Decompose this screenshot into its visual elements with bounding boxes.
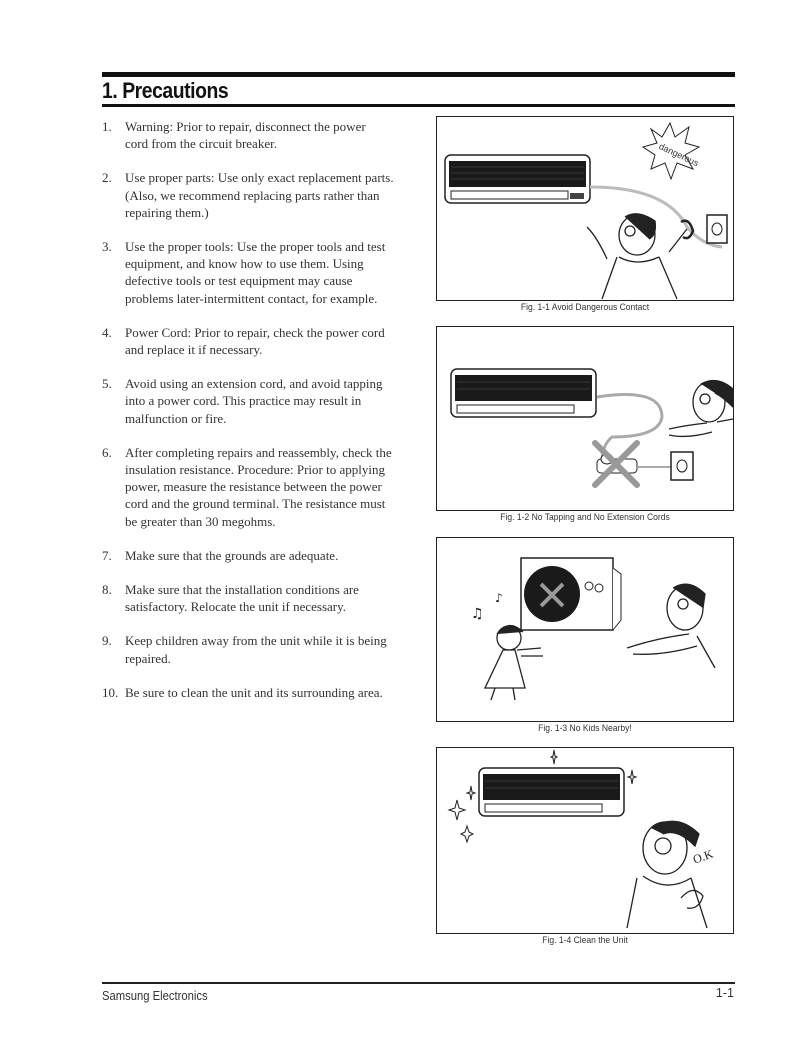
wall-outlet-icon bbox=[671, 452, 693, 480]
figure-4-caption: Fig. 1-4 Clean the Unit bbox=[542, 935, 628, 946]
alarmed-man-icon bbox=[627, 584, 715, 668]
figure-1-avoid-dangerous-contact bbox=[436, 116, 734, 301]
satisfied-man-icon bbox=[627, 821, 707, 928]
wall-outlet-icon bbox=[707, 215, 727, 243]
danger-burst-icon bbox=[643, 123, 701, 179]
precaution-item: 2. Use proper parts: Use only exact replacement parts. (Also, we recommend replacing parts rather than repairing them.) bbox=[102, 170, 394, 220]
precaution-item: 5. Avoid using an extension cord, and avoid tapping into a power cord. This practice may result in malfunction or fire. bbox=[102, 376, 383, 426]
header-rule-top bbox=[102, 72, 735, 77]
precaution-item: 1. Warning: Prior to repair, disconnect the power cord from the circuit breaker. bbox=[102, 119, 366, 152]
no-kids-illustration bbox=[437, 538, 733, 721]
music-note-icon: ♫ bbox=[471, 606, 484, 622]
footer-company: Samsung Electronics bbox=[102, 989, 208, 1003]
ok-label: O.K bbox=[690, 846, 715, 867]
figure-2-no-tapping bbox=[436, 326, 734, 511]
precaution-item: 3. Use the proper tools: Use the proper tools and test equipment, and know how to use them. Using defective tools or test equipment may cause problems later-intermittent contact, for example. bbox=[102, 239, 386, 306]
precaution-item: 9. Keep children away from the unit while it is being repaired. bbox=[102, 633, 387, 666]
precaution-item: 10. Be sure to clean the unit and its surrounding area. bbox=[102, 684, 383, 700]
page-title: 1. Precautions bbox=[102, 78, 229, 103]
precautions-list bbox=[102, 118, 402, 701]
clean-unit-illustration bbox=[437, 748, 733, 933]
no-extension-cord-illustration bbox=[437, 327, 733, 510]
figure-1-caption: Fig. 1-1 Avoid Dangerous Contact bbox=[520, 302, 650, 313]
child-icon bbox=[485, 625, 543, 700]
footer-rule bbox=[102, 982, 735, 984]
ac-outdoor-unit-icon bbox=[521, 558, 621, 630]
precaution-item: 4. Power Cord: Prior to repair, check the power cord and replace it if necessary. bbox=[102, 324, 385, 358]
figure-3-no-kids bbox=[436, 537, 734, 722]
precaution-item: 6. After completing repairs and reassembly, check the insulation resistance. Procedure: Prior to applying power, measure the resistance between the power cord and the ground terminal. The resistance must be greater than 30 megohms. bbox=[102, 444, 392, 529]
figure-4-clean-unit bbox=[436, 747, 734, 934]
ac-indoor-unit-icon bbox=[451, 369, 596, 417]
ac-indoor-unit-icon bbox=[445, 155, 590, 203]
footer-page-number: 1-1 bbox=[715, 986, 734, 1000]
header-rule-bottom bbox=[102, 104, 735, 107]
figure-3-caption: Fig. 1-3 No Kids Nearby! bbox=[538, 723, 632, 734]
music-note-icon: ♪ bbox=[495, 591, 503, 605]
precaution-item: 8. Make sure that the installation conditions are satisfactory. Relocate the unit if necessary. bbox=[102, 582, 359, 615]
shocked-man-icon bbox=[587, 214, 693, 299]
figure-2-caption: Fig. 1-2 No Tapping and No Extension Cords bbox=[500, 512, 670, 523]
alarmed-man-icon bbox=[669, 380, 733, 436]
svg-text:dangerous: dangerous bbox=[657, 141, 701, 169]
precaution-item: 7. Make sure that the grounds are adequate. bbox=[102, 547, 339, 563]
dangerous-contact-illustration bbox=[437, 117, 733, 300]
ac-indoor-unit-icon bbox=[479, 768, 624, 816]
